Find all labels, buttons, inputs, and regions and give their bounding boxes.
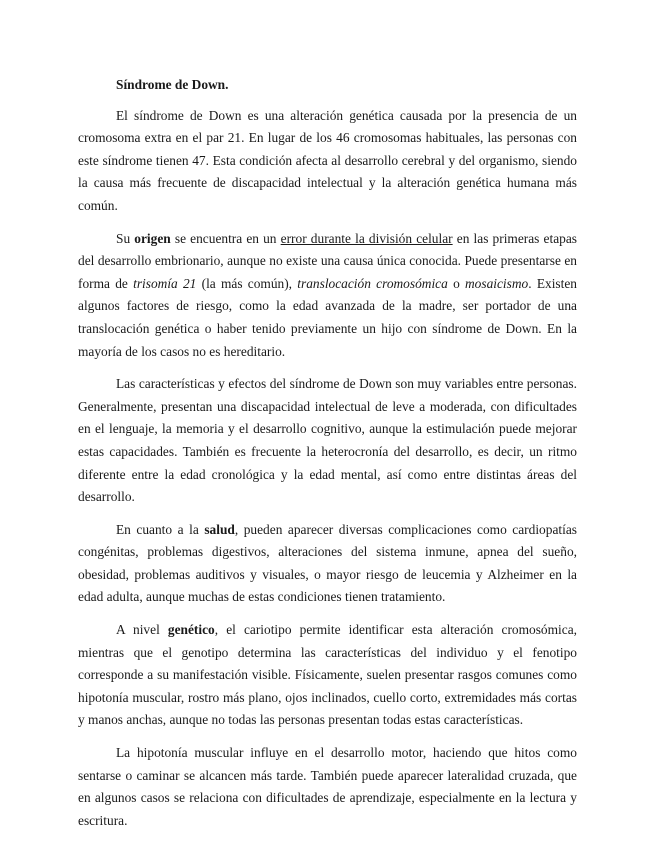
bold-term-origen: origen bbox=[134, 230, 171, 246]
document-body bbox=[78, 74, 577, 842]
text-run: En cuanto a la bbox=[116, 521, 205, 537]
paragraph-text: El síndrome de Down es una alteración genética causada por la presencia de un cromosoma extra en el par 21. En lugar de los 46 cromosomas habituales, las personas con este síndrome tienen 47. Esta condición afecta al desarrollo cerebral y del organismo, siendo la causa más frecuente de discapacidad intelectual y la alteración genética humana más común. bbox=[78, 107, 577, 213]
italic-term-mosaicismo: mosaicismo bbox=[465, 275, 529, 291]
paragraph-genetic bbox=[78, 619, 577, 732]
paragraph-characteristics bbox=[78, 373, 577, 509]
document-title: Síndrome de Down. bbox=[116, 77, 229, 92]
text-run: , pueden aparecer diversas complicaciones como cardiopatías congénitas, problemas digestivos, alteraciones del sistema inmune, apnea del sueño, obesidad, problemas auditivos y visuales, o mayor riesgo de leucemia y Alzheimer en la edad adulta, aunque muchas de estas condiciones tienen tratamiento. bbox=[78, 521, 577, 605]
text-run: se encuentra en un bbox=[170, 230, 281, 246]
text-run: , el cariotipo permite identificar esta alteración cromosómica, mientras que el genotipo determina las características del individuo y el fenotipo corresponde a su manifestación visible. Físicamente, suelen presentar rasgos comunes como hipotonía muscular, rostro más plano, ojos inclinados, cuello corto, extremidades más cortas y manos anchas, aunque no todas las personas presentan todas estas características. bbox=[78, 622, 577, 728]
paragraph-text: La hipotonía muscular influye en el desarrollo motor, haciendo que hitos como sentarse o caminar se alcancen más tarde. También puede aparecer lateralidad cruzada, que en algunos casos se relaciona con dificultades de aprendizaje, especialmente en la lectura y escritura. bbox=[78, 745, 577, 828]
paragraph-motor bbox=[78, 742, 577, 832]
italic-term-trisomia: trisomía 21 bbox=[133, 275, 197, 291]
paragraph-text: Las características y efectos del síndrome de Down son muy variables entre personas. Generalmente, presentan una discapacidad intelectual de leve a moderada, con dificultades en el lenguaje, la memoria y el desarrollo cognitivo, aunque la estimulación puede mejorar estas capacidades. También es frecuente la heterocronía del desarrollo, es decir, un ritmo diferente entre la edad cronológica y la edad mental, así como entre distintas áreas del desarrollo. bbox=[78, 376, 577, 505]
text-run: o bbox=[447, 275, 465, 291]
text-run: . Existen algunos factores de riesgo, como la edad avanzada de la madre, ser portador de una translocación genética o haber tenido previamente un hijo con síndrome de Down. En la mayoría de los casos no es hereditario. bbox=[78, 275, 577, 359]
text-run: A nivel bbox=[116, 622, 168, 638]
paragraph-origin bbox=[78, 228, 577, 364]
bold-term-salud: salud bbox=[204, 521, 235, 537]
bold-term-genetico: genético bbox=[167, 622, 215, 638]
paragraph-health bbox=[78, 519, 577, 609]
italic-term-translocacion: translocación cromosómica bbox=[297, 275, 448, 291]
paragraph-definition bbox=[78, 105, 577, 218]
text-run: (la más común), bbox=[196, 275, 298, 291]
underlined-phrase: error durante la división celular bbox=[280, 230, 453, 246]
text-run: en las primeras etapas del desarrollo embrionario, aunque no existe una causa única conocida. Puede presentarse en forma de bbox=[78, 230, 577, 291]
text-run: Su bbox=[116, 230, 135, 246]
